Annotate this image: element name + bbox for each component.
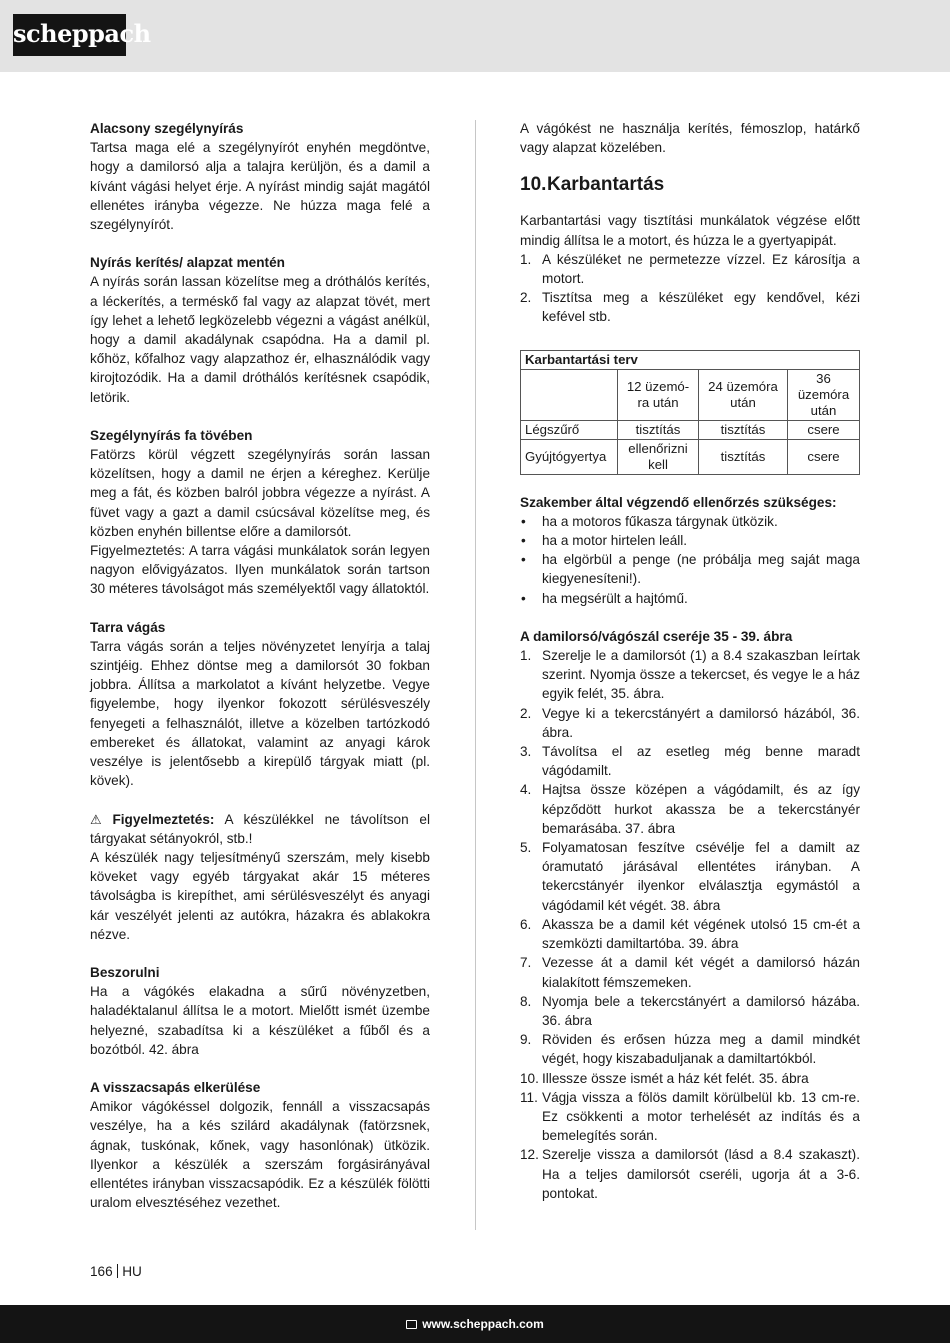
monitor-icon bbox=[406, 1320, 417, 1329]
section-title: Szegélynyírás fa tövében bbox=[90, 427, 253, 443]
section-title: Beszorulni bbox=[90, 964, 160, 980]
paragraph: Ha a vágókés elakadna a sűrű növényzetben, haladéktalanul állítsa le a motort. Mielőtt ismét üzembe helyezné, szabadítsa ki a készüléket a fűből és a bozótból. 42. ábra bbox=[90, 984, 430, 1057]
left-column bbox=[90, 119, 430, 1212]
page-header bbox=[0, 0, 950, 72]
page-footer bbox=[0, 1305, 950, 1343]
paragraph: Karbantartási vagy tisztítási munkálatok végzése előtt mindig állítsa le a motort, és húzza le a gyertyapipát. bbox=[520, 213, 860, 248]
list-item: 7. Vezesse át a damil két végét a damilorsó házán kialakított fémszemeken. bbox=[520, 955, 860, 990]
paragraph: Tartsa maga elé a szegélynyírót enyhén megdöntve, hogy a damilorsó alja a talajra kerüljön, és a damil a kívánt vágási helyet érje. A nyírást mindig saját magától ellenétes irányba végezze. Ne húzza maga felé a szegélynyírót. bbox=[90, 140, 430, 233]
list-item: • ha a motor hirtelen leáll. bbox=[521, 533, 688, 549]
list-item: 8. Nyomja bele a tekercstányért a damilorsó házába. 36. ábra bbox=[520, 993, 860, 1028]
paragraph: Amikor vágókéssel dolgozik, fennáll a visszacsapás veszélye, ha a kés szilárd akadálynak (fatörzsnek, ágnak, tuskónak, kőnek, vagy hasonlónak) ütközik. Ilyenkor a készülék a szerszám forgásirányával ellentétes irányban visszacsapódik. Ez a készülék fölötti uralom elvesztéséhez vezethet. bbox=[90, 1099, 430, 1211]
list-item: 1. A készüléket ne permetezze vízzel. Ez károsítja a motort. bbox=[520, 251, 860, 287]
table-row: Gyújtógyertya ellenőrizni kell tisztítás csere bbox=[521, 439, 860, 474]
table-row: 12 üzemó-ra után 24 üzemóra után 36 üzemóra után bbox=[521, 369, 860, 420]
page-number: 166 HU bbox=[90, 1264, 142, 1279]
warning-text: A készülékkel ne távolítson el tárgyakat sétányokról, stb.! bbox=[90, 811, 430, 846]
table-row: Légszűrő tisztítás tisztítás csere bbox=[521, 420, 860, 439]
chapter-title: Karbantartás bbox=[547, 174, 665, 196]
section-title: Tarra vágás bbox=[90, 619, 166, 635]
website-link[interactable]: www.scheppach.com bbox=[422, 1317, 544, 1331]
list-item: 10. Illessze össze ismét a ház két felét. 35. ábra bbox=[520, 1070, 809, 1086]
expert-check-list bbox=[520, 512, 860, 608]
table-title: Karbantartási terv bbox=[521, 350, 860, 369]
list-item: 5. Folyamatosan feszítve csévélje fel a damilt az óramutató járásával ellentétes irányban. A tekercstányér ilyenkor elválasztja egymástól a vágódamil két végét. 38. ábra bbox=[520, 840, 860, 913]
paragraph: A vágókést ne használja kerítés, fémoszlop, határkő vagy alapzat közelében. bbox=[520, 121, 860, 156]
right-column bbox=[520, 119, 860, 1203]
section-title: A visszacsapás elkerülése bbox=[90, 1079, 261, 1095]
list-item: 1. Szerelje le a damilorsót (1) a 8.4 szakaszban leírtak szerint. Nyomja össze a tekercset, és vegye le a ház egyik felét, 35. ábra. bbox=[520, 648, 860, 702]
warning-icon: ⚠ bbox=[90, 811, 102, 827]
column-divider bbox=[475, 120, 476, 1230]
maintenance-list bbox=[520, 250, 860, 327]
paragraph: Fatörzs körül végzett szegélynyírás során lassan közelítsen, hogy a damil ne érjen a kéreghez. Kerülje meg a fát, és közben balról jobbra végezze a nyírást. A füvet vagy a gazt a damil csúcsával közelítse meg, és közben enyhén billentse előre a damilorsót. bbox=[90, 447, 430, 539]
maintenance-plan-table bbox=[520, 350, 860, 475]
section-title: Szakember által végzendő ellenőrzés szükséges: bbox=[520, 494, 837, 510]
section-title: Nyírás kerítés/ alapzat mentén bbox=[90, 255, 285, 271]
list-item: 2. Tisztítsa meg a készüléket egy kendővel, kézi kefével stb. bbox=[520, 290, 860, 325]
list-item: • ha megsérült a hajtómű. bbox=[521, 590, 688, 606]
paragraph: A készülék nagy teljesítményű szerszám, mely kisebb köveket vagy egyéb tárgyakat akár 15 méteres távolságba is kirepíthet, ami sérülésveszélyt és anyagi kár veszélyét jelenti az autókra, házakra és ablakokra nézve. bbox=[90, 849, 430, 942]
line-replacement-list bbox=[520, 646, 860, 1203]
section-title: Alacsony szegélynyírás bbox=[90, 121, 244, 136]
list-item: 9. Röviden és erősen húzza meg a damil mindkét végét, hogy kiszabaduljanak a damiltartókból. bbox=[520, 1032, 860, 1067]
list-item: 12. Szerelje vissza a damilorsót (lásd a 8.4 szakaszt). Ha a teljes damilorsót cseréli, ugorja át a 3-6. pontokat. bbox=[520, 1147, 860, 1201]
paragraph: Tarra vágás során a teljes növényzetet lenyírja a talaj szintjéig. Ehhez döntse meg a damilorsót 30 fokban jobbra. Állítsa a markolatot a kívánt helyzetbe. Vegye figyelembe, hogy ilyenkor fokozott sérülésveszély fenyegeti a felhasználót, illetve a közelben tartózkodó embereket és állatokat, valamint az anyagi károk veszélye is jelentősebb a kirepülő tárgyak miatt (pl. kövek). bbox=[90, 638, 430, 789]
warning-paragraph bbox=[90, 810, 430, 848]
list-item: • ha elgörbül a penge (ne próbálja meg saját maga kiegyenesíteni!). bbox=[521, 552, 860, 587]
paragraph: Figyelmeztetés: A tarra vágási munkálatok során legyen nagyon elővigyázatos. Ilyen munkálatok során tartson 30 méteres távolságot más személyektől vagy állatoktól. bbox=[90, 543, 430, 597]
list-item: 3. Távolítsa el az esetleg még benne maradt vágódamilt. bbox=[520, 744, 860, 779]
list-item: • ha a motoros fűkasza tárgynak ütközik. bbox=[521, 513, 778, 529]
list-item: 2. Vegye ki a tekercstányért a damilorsó házából, 36. ábra. bbox=[520, 705, 860, 740]
chapter-heading bbox=[520, 173, 860, 197]
scheppach-logo: scheppach bbox=[13, 14, 126, 56]
paragraph: A nyírás során lassan közelítse meg a dróthálós kerítés, a léckerítés, a terméskő fal vagy az alapzat tövét, mert így lehet a lehető legközelebb végezni a vágást anélkül, hogy a damil akadálynak csapódna. Ha a damil pl. kőhöz, kőfalhoz vagy alapzathoz ér, elhasználódik vagy kirojtozódik. Ha a damil dróthálós kerítésnek csapódik, letörik. bbox=[90, 274, 430, 405]
chapter-number: 10. bbox=[520, 174, 547, 196]
list-item: 11. Vágja vissza a fölös damilt körülbelül kb. 13 cm-re. Ez csökkenti a motor terhelését az indítás és a bemelegítés során. bbox=[520, 1089, 860, 1144]
section-title: A damilorsó/vágószál cseréje 35 - 39. ábra bbox=[520, 628, 793, 644]
warning-label: Figyelmeztetés: bbox=[112, 811, 215, 827]
list-item: 4. Hajtsa össze középen a vágódamilt, és az így képződött hurkot akassza be a tekercstányér bemarásába. 37. ábra bbox=[520, 782, 860, 836]
list-item: 6. Akassza be a damil két végének utolsó 15 cm-ét a szemközti damiltartóba. 39. ábra bbox=[520, 916, 860, 952]
